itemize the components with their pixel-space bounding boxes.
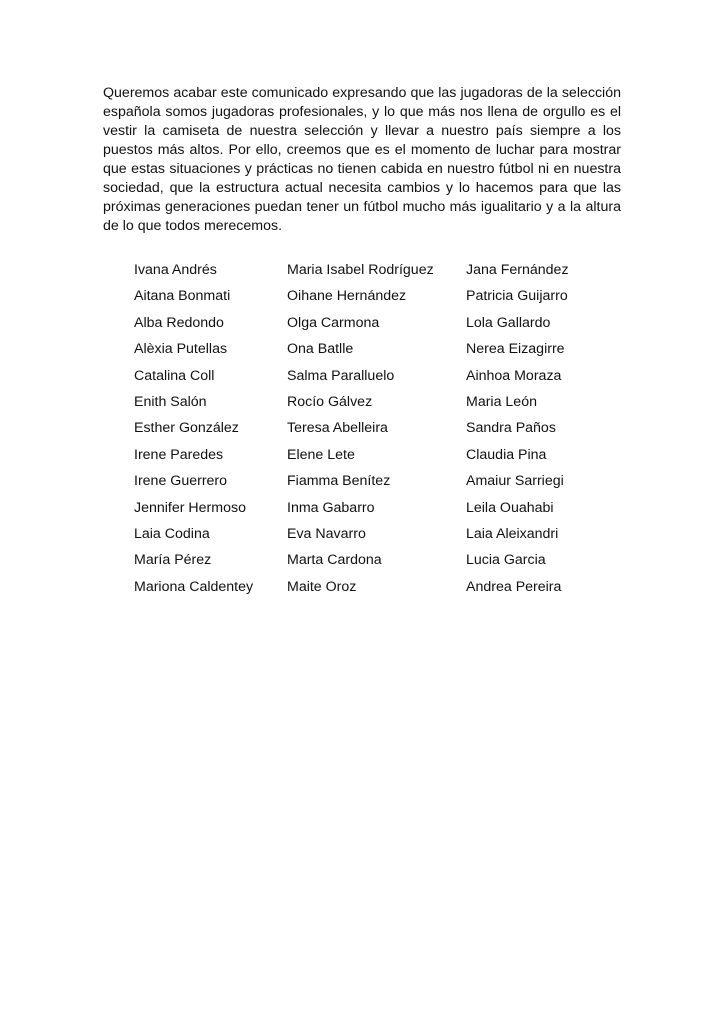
signatory-column-1	[134, 257, 253, 600]
signatory-name: Claudia Pina	[466, 446, 547, 463]
signatory-name: Irene Paredes	[134, 446, 224, 463]
signatory-name: Elene Lete	[287, 446, 355, 463]
signatory-name: Amaiur Sarriegi	[466, 473, 564, 490]
signatory-name: Irene Guerrero	[134, 473, 228, 490]
signatory-name: Maite Oroz	[287, 578, 357, 595]
signatory-name: Ainhoa Moraza	[466, 367, 562, 384]
signatory-column-2	[287, 257, 434, 600]
signatory-list	[134, 257, 614, 602]
signatory-name: Maria León	[466, 394, 537, 411]
signatory-name: Aitana Bonmati	[134, 288, 231, 305]
signatory-name: Inma Gabarro	[287, 499, 375, 516]
signatory-name: Marta Cardona	[287, 552, 382, 569]
signatory-name: Alba Redondo	[134, 314, 224, 331]
signatory-name: Jana Fernández	[466, 262, 569, 278]
signatory-name: Patricia Guijarro	[466, 288, 568, 305]
signatory-name: Rocío Gálvez	[287, 394, 373, 411]
signatory-name: Andrea Pereira	[466, 578, 562, 595]
signatory-name: Maria Isabel Rodríguez	[287, 262, 434, 278]
signatory-name: Nerea Eizagirre	[466, 341, 565, 358]
signatory-name: Salma Paralluelo	[287, 367, 395, 384]
signatory-name: Leila Ouahabi	[466, 499, 554, 516]
signatory-name: Oihane Hernández	[287, 288, 407, 305]
signatory-name: Mariona Caldentey	[134, 578, 254, 595]
signatory-name: Ona Batlle	[287, 341, 354, 358]
signatory-name: Catalina Coll	[134, 367, 215, 384]
signatory-name: Ivana Andrés	[134, 262, 217, 278]
signatory-name: Sandra Paños	[466, 420, 556, 437]
statement-paragraph: Queremos acabar este comunicado expresando que las jugadoras de la selección española somos jugadoras profesionales, y lo que más nos llena de orgullo es el vestir la camiseta de nuestra selección y llevar a nuestro país siempre a los puestos más altos. Por ello, creemos que es el momento de luchar para mostrar que estas situaciones y prácticas no tienen cabida en nuestro fútbol ni en nuestra sociedad, que la estructura actual necesita cambios y lo hacemos para que las próximas generaciones puedan tener un fútbol mucho más igualitario y a la altura de lo que todos merecemos.	[103, 85, 621, 234]
signatory-name: Teresa Abelleira	[287, 420, 388, 437]
signatory-name: Laia Aleixandri	[466, 526, 559, 543]
signatory-name: Esther González	[134, 420, 239, 437]
signatory-name: Fiamma Benítez	[287, 473, 391, 490]
signatory-name: Alèxia Putellas	[134, 341, 228, 358]
signatory-name: Laia Codina	[134, 526, 210, 543]
signatory-name: Jennifer Hermoso	[134, 499, 246, 516]
signatory-name: Lola Gallardo	[466, 314, 551, 331]
signatory-name: María Pérez	[134, 552, 212, 569]
signatory-column-3	[466, 257, 569, 600]
signatory-name: Enith Salón	[134, 394, 207, 411]
signatory-name: Olga Carmona	[287, 314, 380, 331]
signatory-name: Eva Navarro	[287, 526, 366, 543]
signatory-name: Lucia Garcia	[466, 552, 546, 569]
